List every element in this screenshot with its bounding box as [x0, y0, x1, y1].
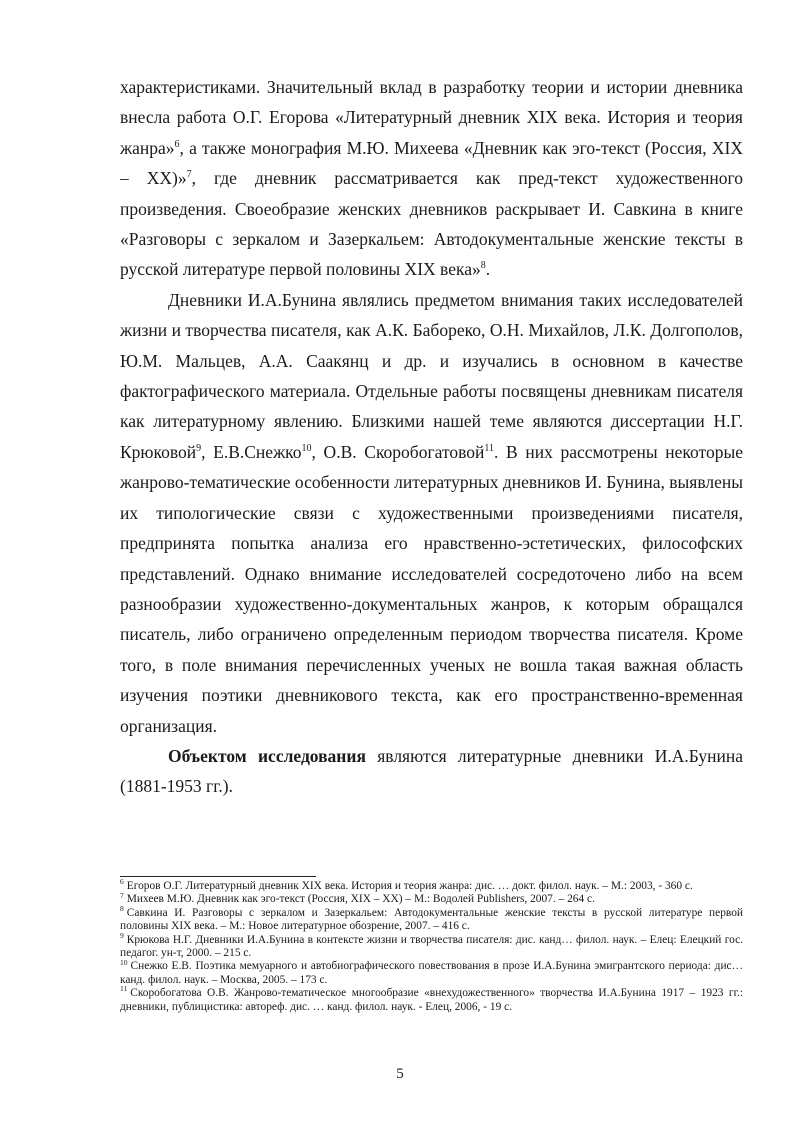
- footnote: [120, 930, 743, 961]
- text-run: , Е.В.Снежко: [201, 441, 302, 462]
- footnote: [120, 984, 743, 1014]
- footnote-ref: 7: [186, 169, 192, 181]
- footnote-number: 10: [120, 957, 128, 967]
- footnote-number: 11: [120, 984, 128, 994]
- footnotes: [120, 877, 743, 1014]
- footnote-number: 9: [120, 930, 124, 940]
- paragraph: [120, 72, 743, 285]
- text-run: Дневники И.А.Бунина являлись предметом внимания таких исследователей жизни и творчества писателя, как А.К. Бабореко, О.Н. Михайлов, Л.К. Долгополов, Ю.М. Мальцев, А.А. Саакянц и др. и изучались в основном в качестве фактографического материала. Отдельные работы посвящены дневникам писателя как литературному явлению. Близкими нашей теме являются диссертации Н.Г. Крюковой: [120, 289, 743, 462]
- footnote-ref: 8: [480, 260, 486, 272]
- text-run: . В них рассмотрены некоторые жанрово-тематические особенности литературных дневников И. Бунина, выявлены их типологические связи с художественными произведениями писателя, предпринята попытка анализа его нравственно-эстетических, философских представлений. Однако внимание исследователей сосредоточено либо на всем разнообразии художественно-документальных жанров, к которым обращался писатель, либо ограничено определенным периодом творчества писателя. Кроме того, в поле внимания перечисленных ученых не вошла такая важная область изучения поэтики дневникового текста, как его пространственно-временная организация.: [120, 441, 744, 736]
- text-run: являются литературные дневники И.А.Бунина (1881-1953 гг.).: [120, 745, 744, 797]
- text-run: , где дневник рассматривается как пред-текст художественного произведения. Своеобразие женских дневников раскрывает И. Савкина в книге «Разговоры с зеркалом и Зазеркальем: Автодокументальные женские тексты в русской литературе первой половины XIX века»: [120, 168, 744, 280]
- footnote: [120, 904, 743, 934]
- footnote-text: Савкина И. Разговоры с зеркалом и Зазеркальем: Автодокументальные женские тексты в русской литературе первой половины XIX века. – М.: Новое литературное обозрение, 2007. – 416 с.: [120, 906, 743, 933]
- page-number: 5: [396, 1066, 404, 1082]
- text-run: , О.В. Скоробогатовой: [311, 441, 485, 462]
- footnote-number: 8: [120, 904, 124, 914]
- footnote-text: Снежко Е.В. Поэтика мемуарного и автобиографического повествования в прозе И.А.Бунина эмигрантского периода: дис… канд. филол. наук. – Москва, 2005. – 173 с.: [120, 960, 743, 986]
- footnote-ref: 6: [174, 138, 180, 150]
- text-run: , а также монография М.Ю. Михеева «Дневник как эго-текст (Россия, XIX – XX)»: [120, 137, 743, 189]
- main-text: [120, 72, 743, 802]
- text-run: .: [485, 259, 491, 280]
- footnote-text: Егоров О.Г. Литературный дневник XIX века. История и теория жанра: дис. … докт. филол. наук. – М.: 2003, - 360 с.: [126, 880, 693, 892]
- footnote-ref: 9: [196, 443, 202, 455]
- bold-term: Объектом исследования: [168, 745, 366, 766]
- footnote-text: Михеев М.Ю. Дневник как эго-текст (Россия, XIX – XX) – М.: Водолей Publishers, 2007. – 264 с.: [126, 893, 595, 906]
- paragraph: [120, 741, 743, 802]
- footnote-ref: 11: [484, 443, 495, 455]
- footnote-separator: [120, 876, 316, 877]
- text-run: характеристиками. Значительный вклад в разработку теории и истории дневника внесла работа О.Г. Егорова «Литературный дневник XIX века. История и теория жанра»: [120, 77, 743, 158]
- paragraph: [120, 285, 743, 741]
- footnote: [120, 877, 743, 893]
- footnote-text: Крюкова Н.Г. Дневники И.А.Бунина в контексте жизни и творчества писателя: дис. канд… филол. наук. – Елец: Елецкий гос. педагог. ун-т, 2000. – 215 с.: [120, 933, 743, 960]
- footnote-ref: 10: [301, 443, 312, 455]
- footnote-text: Скоробогатова О.В. Жанрово-тематическое многообразие «внехудожественного» творчества И.А.Бунина 1917 – 1923 гг.: дневники, публицистика: автореф. дис. … канд. филол. наук. - Елец, 2006, - 19 с.: [120, 987, 743, 1013]
- footnote-number: 6: [120, 877, 124, 887]
- footnote-number: 7: [120, 890, 124, 900]
- footnote: [120, 957, 743, 987]
- footnote: [120, 890, 743, 906]
